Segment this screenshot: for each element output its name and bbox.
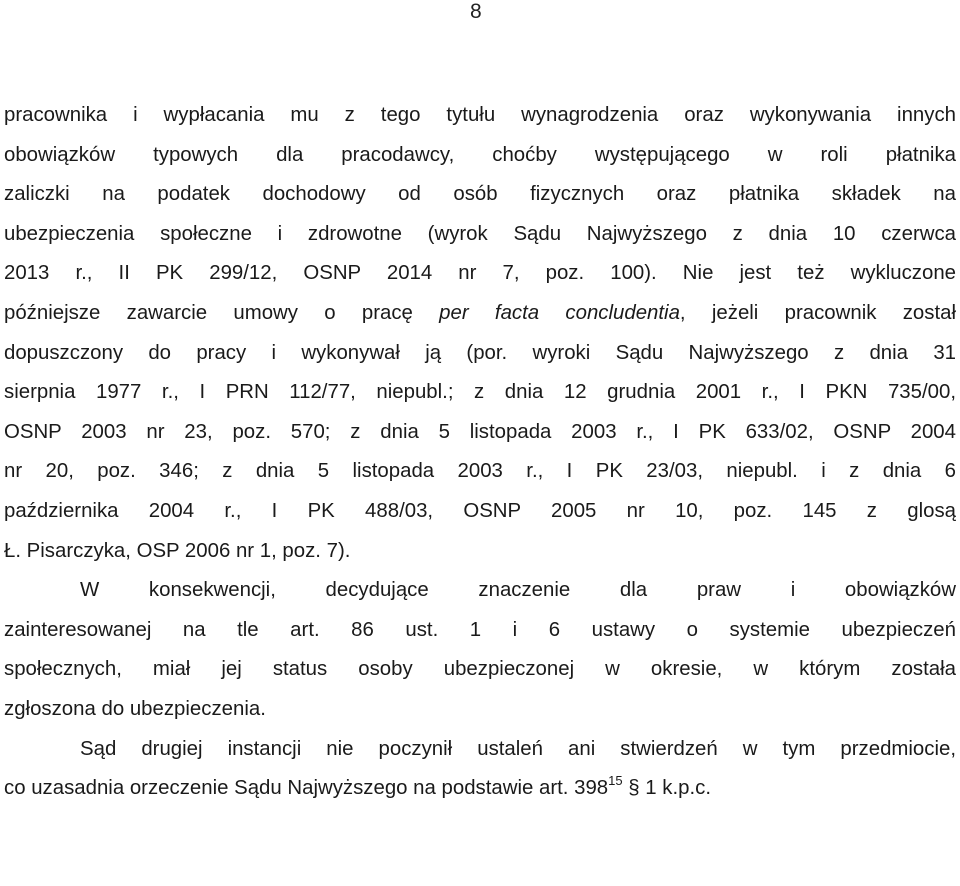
- text-line: dopuszczony do pracy i wykonywał ją (por. wyroki Sądu Najwyższego z dnia 31: [4, 341, 956, 364]
- text-line: zaliczki na podatek dochodowy od osób fizycznych oraz płatnika składek na: [4, 183, 956, 206]
- text-line: W konsekwencji, decydujące znaczenie dla praw i obowiązków: [80, 579, 956, 602]
- paragraph-3: [4, 730, 956, 809]
- text-segment: co uzasadnia orzeczenie Sądu Najwyższego na podstawie art. 398: [4, 777, 609, 800]
- text-segment: , jeżeli pracownik został: [679, 301, 956, 324]
- text-line: Ł. Pisarczyka, OSP 2006 nr 1, poz. 7).: [4, 539, 351, 562]
- paragraph-2: [4, 571, 956, 729]
- paragraph-1: [4, 96, 956, 571]
- document-body: [4, 96, 956, 809]
- text-line: października 2004 r., I PK 488/03, OSNP 2005 nr 10, poz. 145 z glosą: [4, 499, 956, 522]
- text-line: obowiązków typowych dla pracodawcy, choćby występującego w roli płatnika: [4, 143, 956, 166]
- superscript: 15: [608, 773, 623, 789]
- text-line: ubezpieczenia społeczne i zdrowotne (wyrok Sądu Najwyższego z dnia 10 czerwca: [4, 222, 956, 245]
- text-line: zainteresowanej na tle art. 86 ust. 1 i 6 ustawy o systemie ubezpieczeń: [4, 618, 956, 641]
- page-number: 8: [470, 0, 482, 23]
- text-line: pracownika i wypłacania mu z tego tytułu wynagrodzenia oraz wykonywania innych: [4, 104, 956, 126]
- text-line: społecznych, miał jej status osoby ubezpieczonej w okresie, w którym została: [4, 658, 956, 681]
- text-line: OSNP 2003 nr 23, poz. 570; z dnia 5 listopada 2003 r., I PK 633/02, OSNP 2004: [4, 420, 956, 443]
- text-segment: późniejsze zawarcie umowy o pracę: [4, 301, 440, 324]
- text-line: zgłoszona do ubezpieczenia.: [4, 697, 266, 720]
- text-line: nr 20, poz. 346; z dnia 5 listopada 2003 r., I PK 23/03, niepubl. i z dnia 6: [4, 460, 956, 483]
- text-line: 2013 r., II PK 299/12, OSNP 2014 nr 7, poz. 100). Nie jest też wykluczone: [4, 262, 956, 285]
- text-line: sierpnia 1977 r., I PRN 112/77, niepubl.; z dnia 12 grudnia 2001 r., I PKN 735/00,: [4, 381, 956, 404]
- text-line: [4, 769, 956, 809]
- italic-phrase: per facta concludentia: [439, 301, 680, 324]
- text-line: Sąd drugiej instancji nie poczynił ustaleń ani stwierdzeń w tym przedmiocie,: [80, 737, 956, 760]
- text-line: [4, 294, 956, 334]
- text-segment: § 1 k.p.c.: [622, 777, 712, 800]
